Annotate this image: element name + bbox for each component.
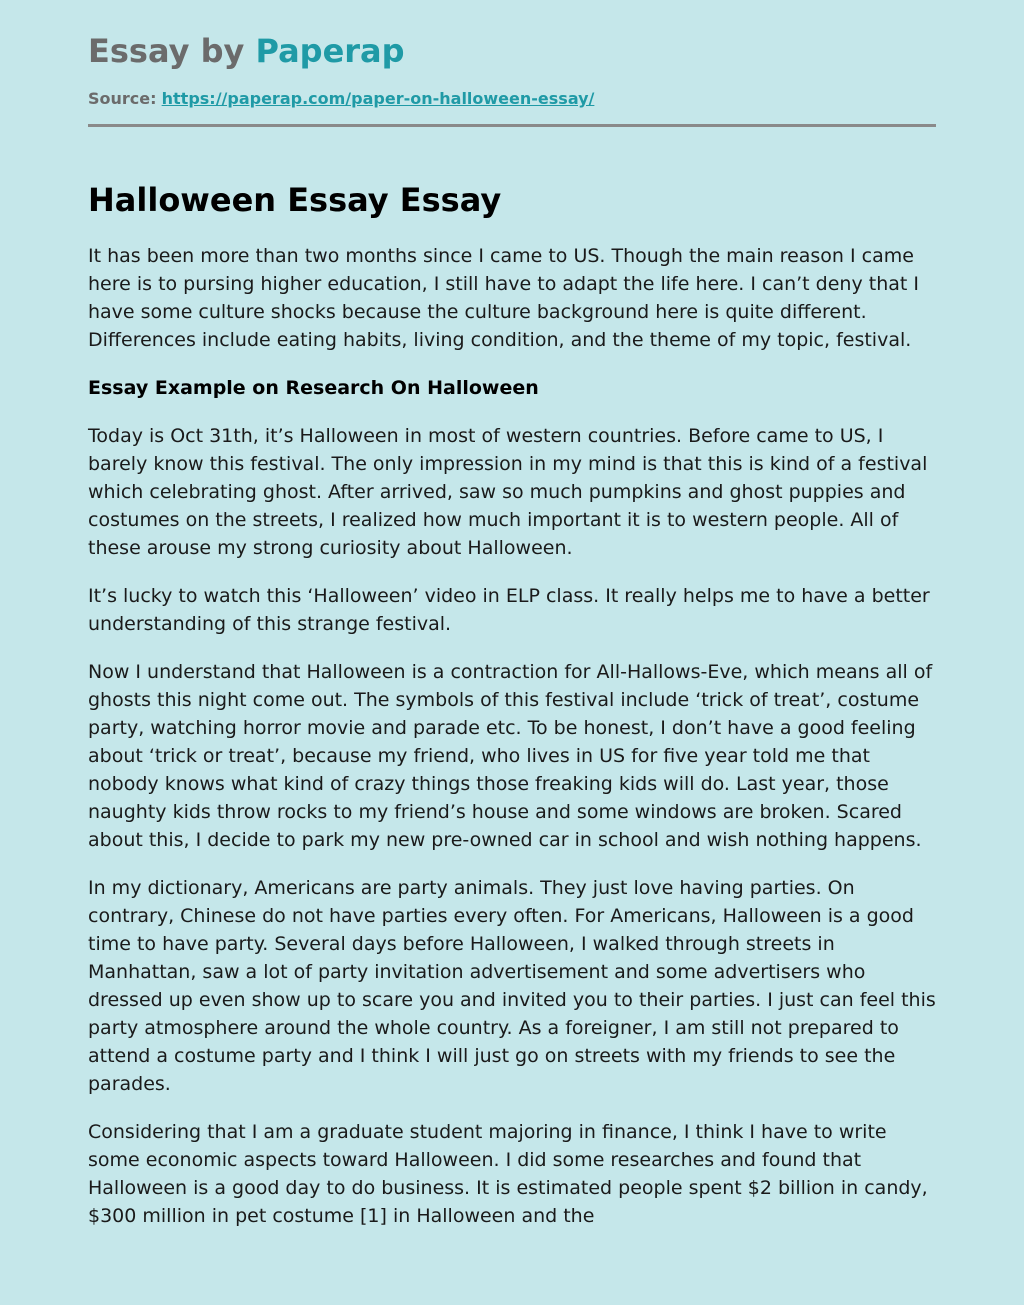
- essay-subheading: Essay Example on Research On Halloween: [88, 377, 539, 399]
- intro-paragraph: It has been more than two months since I came to US. Though the main reason I came here is to pursing higher education, I still have to adapt the life here. I can’t deny that I have some culture shocks because the culture background here is quite different. Differences include eating habits, living condition, and the theme of my topic, festival.: [88, 245, 919, 351]
- source-line: [88, 88, 594, 110]
- source-label: Source:: [88, 89, 157, 108]
- essay-body: [88, 242, 940, 1250]
- header-divider: [88, 124, 936, 127]
- essay-title: Halloween Essay Essay: [88, 181, 502, 219]
- site-brand[interactable]: [88, 30, 405, 72]
- source-link[interactable]: https://paperap.com/paper-on-halloween-essay/: [161, 89, 595, 108]
- brand-name: Paperap: [255, 32, 405, 70]
- body-paragraph: Today is Oct 31th, it’s Halloween in most of western countries. Before came to US, I barely know this festival. The only impression in my mind is that this is kind of a festival which celebrating ghost. After arrived, saw so much pumpkins and ghost puppies and costumes on the streets, I realized how much important it is to western people. All of these arouse my strong curiosity about Halloween.: [88, 425, 928, 559]
- brand-prefix: Essay by: [88, 32, 256, 70]
- body-paragraph: Now I understand that Halloween is a contraction for All-Hallows-Eve, which means all of ghosts this night come out. The symbols of this festival include ‘trick of treat’, costume party, watching horror movie and parade etc. To be honest, I don’t have a good feeling about ‘trick or treat’, because my friend, who lives in US for five year told me that nobody knows what kind of crazy things those freaking kids will do. Last year, those naughty kids throw rocks to my friend’s house and some windows are broken. Scared about this, I decide to park my new pre-owned car in school and wish nothing happens.: [88, 661, 933, 851]
- body-paragraph: It’s lucky to watch this ‘Halloween’ video in ELP class. It really helps me to have a better understanding of this strange festival.: [88, 585, 930, 635]
- body-paragraph: Considering that I am a graduate student majoring in finance, I think I have to write some economic aspects toward Halloween. I did some researches and found that Halloween is a good day to do business. It is estimated people spent $2 billion in candy, $300 million in pet costume [1] in Halloween and the: [88, 1121, 928, 1227]
- body-paragraph: In my dictionary, Americans are party animals. They just love having parties. On contrary, Chinese do not have parties every often. For Americans, Halloween is a good time to have party. Several days before Halloween, I walked through streets in Manhattan, saw a lot of party invitation advertisement and some advertisers who dressed up even show up to scare you and invited you to their parties. I just can feel this party atmosphere around the whole country. As a foreigner, I am still not prepared to attend a costume party and I think I will just go on streets with my friends to see the parades.: [88, 877, 936, 1095]
